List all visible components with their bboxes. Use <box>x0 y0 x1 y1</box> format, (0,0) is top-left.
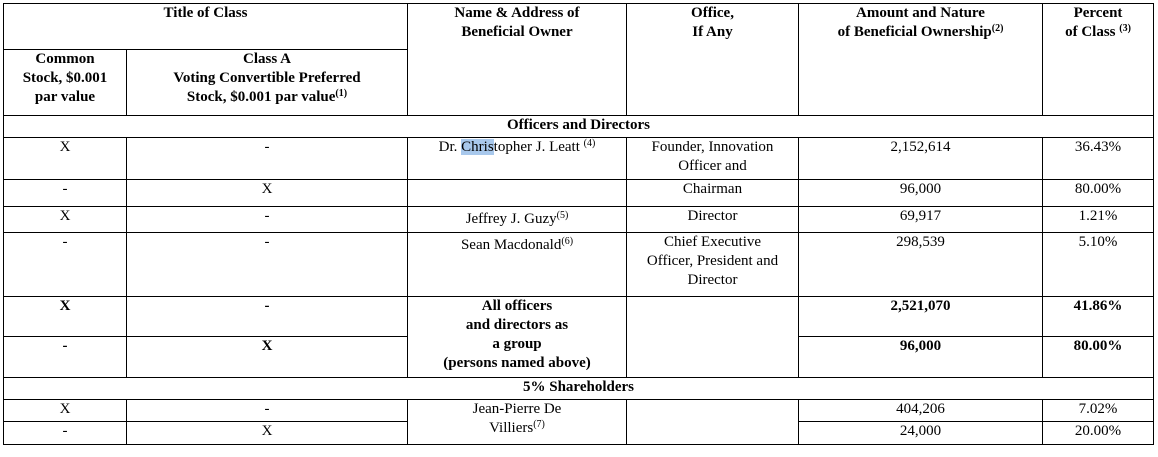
amount-header: Amount and Nature of Beneficial Ownership$^{(2)}$ <box>799 4 1043 116</box>
percent-cell: 5.10% <box>1043 233 1154 297</box>
class-a-header: Class A Voting Convertible Preferred Stock, $0.001 par value$^{(1)}$ <box>127 50 408 116</box>
percent-cell: 7.02% <box>1043 400 1154 422</box>
table-row <box>4 138 1154 180</box>
amount-cell: 96,000 <box>799 180 1043 207</box>
office-cell <box>627 400 799 445</box>
section-officers-directors: Officers and Directors <box>4 116 1154 138</box>
title-of-class-header: Title of Class <box>4 4 408 50</box>
percent-cell: 20.00% <box>1043 422 1154 445</box>
amount-cell: 404,206 <box>799 400 1043 422</box>
office-cell: Founder, Innovation Officer and <box>627 138 799 180</box>
common-cell: - <box>4 422 127 445</box>
amount-cell: 298,539 <box>799 233 1043 297</box>
class-a-cell: - <box>127 400 408 422</box>
class-a-cell: X <box>127 422 408 445</box>
common-cell: - <box>4 180 127 207</box>
class-a-cell: - <box>127 297 408 337</box>
class-a-cell: - <box>127 207 408 233</box>
name-address-header: Name & Address of Beneficial Owner <box>408 4 627 116</box>
common-cell: X <box>4 297 127 337</box>
text-selection-highlight: Chris <box>461 139 494 155</box>
class-a-cell: - <box>127 233 408 297</box>
table-row <box>4 207 1154 233</box>
table-row <box>4 400 1154 422</box>
amount-cell: 96,000 <box>799 337 1043 378</box>
amount-cell: 2,152,614 <box>799 138 1043 180</box>
owner-name-cell: Jeffrey J. Guzy$^{(5)}$ <box>408 207 627 233</box>
percent-cell: 1.21% <box>1043 207 1154 233</box>
amount-cell: 2,521,070 <box>799 297 1043 337</box>
class-a-cell: X <box>127 180 408 207</box>
table-row <box>4 180 1154 207</box>
class-a-cell: - <box>127 138 408 180</box>
table-row <box>4 233 1154 297</box>
office-cell <box>627 297 799 378</box>
owner-name-cell <box>408 180 627 207</box>
common-cell: X <box>4 207 127 233</box>
office-cell: Chairman <box>627 180 799 207</box>
amount-cell: 24,000 <box>799 422 1043 445</box>
owner-name-cell: Dr. Christopher J. Leatt $^{(4)}$ <box>408 138 627 180</box>
office-cell: Director <box>627 207 799 233</box>
percent-header: Percent of Class $^{(3)}$ <box>1043 4 1154 116</box>
owner-name-cell: Sean Macdonald$^{(6)}$ <box>408 233 627 297</box>
percent-cell: 80.00% <box>1043 337 1154 378</box>
percent-cell: 41.86% <box>1043 297 1154 337</box>
office-cell: Chief Executive Officer, President and Director <box>627 233 799 297</box>
percent-cell: 80.00% <box>1043 180 1154 207</box>
percent-cell: 36.43% <box>1043 138 1154 180</box>
beneficial-ownership-table <box>3 3 1154 445</box>
common-cell: X <box>4 400 127 422</box>
common-cell: X <box>4 138 127 180</box>
section-five-percent-shareholders: 5% Shareholders <box>4 378 1154 400</box>
class-a-cell: X <box>127 337 408 378</box>
common-cell: - <box>4 233 127 297</box>
common-cell: - <box>4 337 127 378</box>
office-header: Office, If Any <box>627 4 799 116</box>
table-row <box>4 297 1154 337</box>
shareholder-name-cell: Jean-Pierre De Villiers$^{(7)}$ <box>408 400 627 445</box>
group-name-cell: All officers and directors as a group (persons named above) <box>408 297 627 378</box>
amount-cell: 69,917 <box>799 207 1043 233</box>
common-stock-header: Common Stock, $0.001 par value <box>4 50 127 116</box>
